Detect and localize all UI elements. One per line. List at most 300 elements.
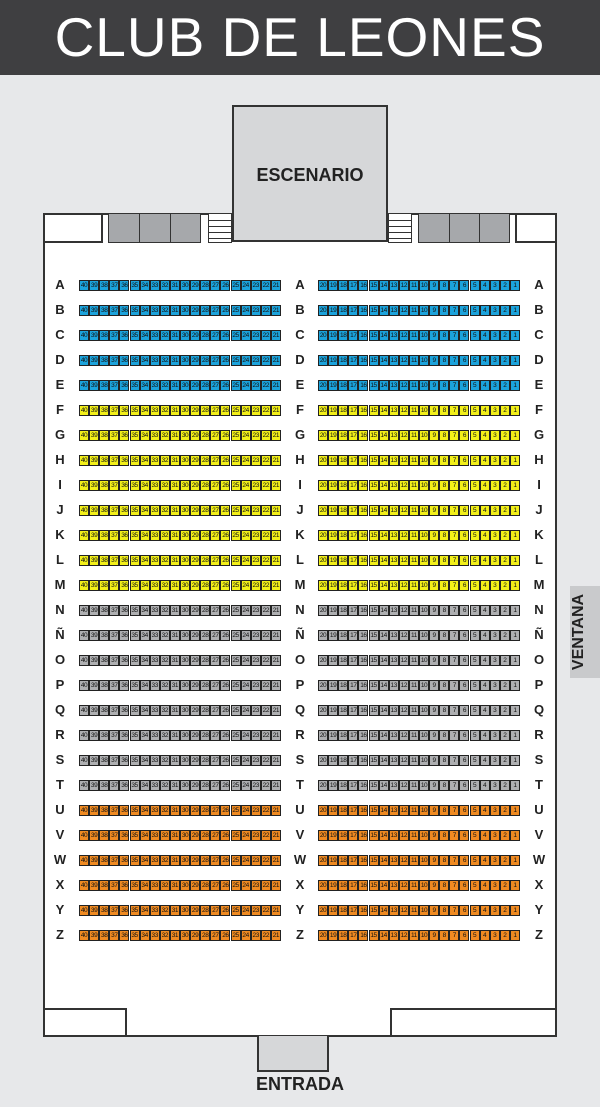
seat[interactable]: 30: [181, 432, 189, 439]
seat[interactable]: 27: [212, 932, 219, 939]
seat[interactable]: 3: [490, 380, 500, 391]
seat[interactable]: 3: [490, 430, 500, 441]
seat[interactable]: 26: [222, 832, 229, 839]
seat[interactable]: 33: [151, 432, 158, 439]
seat[interactable]: 25: [232, 582, 239, 589]
seat[interactable]: 30: [181, 632, 189, 639]
seat[interactable]: 28: [202, 282, 209, 289]
seat[interactable]: 24: [242, 507, 249, 514]
seat[interactable]: 2: [500, 680, 510, 691]
seat[interactable]: 29: [191, 807, 199, 814]
seat[interactable]: 3: [490, 530, 500, 541]
seat[interactable]: 21: [272, 632, 280, 639]
seat[interactable]: 4: [480, 555, 490, 566]
seat[interactable]: 24: [242, 907, 249, 914]
seat[interactable]: 16: [360, 457, 367, 464]
seat[interactable]: 8: [439, 605, 449, 616]
seat[interactable]: 24: [242, 657, 249, 664]
seat[interactable]: 1: [510, 455, 520, 466]
seat[interactable]: 40: [80, 482, 88, 489]
seat[interactable]: 28: [202, 457, 209, 464]
seat[interactable]: 16: [360, 732, 367, 739]
seat[interactable]: 23: [252, 332, 259, 339]
seat[interactable]: 19: [329, 757, 337, 764]
seat[interactable]: 24: [242, 457, 249, 464]
seat[interactable]: 22: [262, 332, 270, 339]
seat[interactable]: 19: [329, 907, 337, 914]
seat[interactable]: 31: [171, 407, 179, 414]
seat[interactable]: 17: [350, 282, 357, 289]
seat[interactable]: 36: [121, 307, 128, 314]
seat[interactable]: 38: [101, 807, 108, 814]
seat[interactable]: 29: [191, 382, 199, 389]
seat[interactable]: 14: [380, 557, 387, 564]
seat[interactable]: 37: [111, 557, 118, 564]
seat[interactable]: 27: [212, 657, 219, 664]
seat[interactable]: 27: [212, 582, 219, 589]
seat[interactable]: 13: [390, 532, 397, 539]
seat[interactable]: 15: [370, 657, 377, 664]
seat[interactable]: 37: [111, 532, 118, 539]
seat[interactable]: 35: [131, 607, 138, 614]
seat[interactable]: 34: [141, 607, 148, 614]
seat[interactable]: 3: [490, 630, 500, 641]
seat[interactable]: 16: [360, 332, 367, 339]
seat[interactable]: 2: [500, 380, 510, 391]
seat[interactable]: 18: [340, 682, 347, 689]
seat[interactable]: 23: [252, 632, 259, 639]
seat[interactable]: 7: [449, 405, 459, 416]
seat[interactable]: 40: [80, 807, 88, 814]
seat[interactable]: 13: [390, 907, 397, 914]
seat[interactable]: 3: [490, 855, 500, 866]
seat[interactable]: 1: [510, 780, 520, 791]
seat[interactable]: 25: [232, 757, 239, 764]
seat[interactable]: 35: [131, 907, 138, 914]
seat[interactable]: 24: [242, 407, 249, 414]
seat[interactable]: 22: [262, 657, 270, 664]
seat[interactable]: 8: [439, 805, 449, 816]
seat[interactable]: 27: [212, 607, 219, 614]
seat[interactable]: 19: [329, 382, 337, 389]
seat[interactable]: 17: [350, 407, 357, 414]
seat[interactable]: 18: [340, 357, 347, 364]
seat[interactable]: 13: [390, 507, 397, 514]
seat[interactable]: 22: [262, 707, 270, 714]
seat[interactable]: 28: [202, 882, 209, 889]
seat[interactable]: 12: [400, 832, 408, 839]
seat[interactable]: 1: [510, 730, 520, 741]
seat[interactable]: 25: [232, 682, 239, 689]
seat[interactable]: 6: [459, 555, 469, 566]
seat[interactable]: 32: [161, 857, 169, 864]
seat[interactable]: 37: [111, 732, 118, 739]
seat[interactable]: 21: [272, 757, 280, 764]
seat[interactable]: 29: [191, 357, 199, 364]
seat[interactable]: 4: [480, 680, 490, 691]
seat[interactable]: 38: [101, 557, 108, 564]
seat[interactable]: 11: [409, 555, 419, 566]
seat[interactable]: 1: [510, 505, 520, 516]
seat[interactable]: 13: [390, 932, 397, 939]
seat[interactable]: 13: [390, 732, 397, 739]
seat[interactable]: 36: [121, 932, 128, 939]
seat[interactable]: 17: [350, 857, 357, 864]
seat[interactable]: 26: [222, 282, 229, 289]
seat[interactable]: 29: [191, 482, 199, 489]
seat[interactable]: 10: [420, 832, 428, 839]
seat[interactable]: 24: [242, 632, 249, 639]
seat[interactable]: 7: [449, 505, 459, 516]
seat[interactable]: 24: [242, 607, 249, 614]
seat[interactable]: 12: [400, 557, 408, 564]
seat[interactable]: 2: [500, 280, 510, 291]
seat[interactable]: 6: [459, 930, 469, 941]
seat[interactable]: 39: [90, 757, 98, 764]
seat[interactable]: 33: [151, 307, 158, 314]
seat[interactable]: 5: [470, 855, 480, 866]
seat[interactable]: 35: [131, 857, 138, 864]
seat[interactable]: 5: [470, 505, 480, 516]
seat[interactable]: 8: [439, 280, 449, 291]
seat[interactable]: 23: [252, 532, 259, 539]
seat[interactable]: 37: [111, 782, 118, 789]
seat[interactable]: 37: [111, 682, 118, 689]
seat[interactable]: 14: [380, 307, 387, 314]
seat[interactable]: 1: [510, 905, 520, 916]
seat[interactable]: 30: [181, 457, 189, 464]
seat[interactable]: 25: [232, 482, 239, 489]
seat[interactable]: 40: [80, 832, 88, 839]
seat[interactable]: 23: [252, 732, 259, 739]
seat[interactable]: 11: [409, 755, 419, 766]
seat[interactable]: 32: [161, 907, 169, 914]
seat[interactable]: 4: [480, 530, 490, 541]
seat[interactable]: 25: [232, 532, 239, 539]
seat[interactable]: 28: [202, 582, 209, 589]
seat[interactable]: 7: [449, 430, 459, 441]
seat[interactable]: 5: [470, 455, 480, 466]
seat[interactable]: 19: [329, 407, 337, 414]
seat[interactable]: 34: [141, 432, 148, 439]
seat[interactable]: 31: [171, 582, 179, 589]
seat[interactable]: 28: [202, 607, 209, 614]
seat[interactable]: 5: [470, 905, 480, 916]
seat[interactable]: 12: [400, 282, 408, 289]
seat[interactable]: 31: [171, 382, 179, 389]
seat[interactable]: 9: [429, 555, 439, 566]
seat[interactable]: 20: [319, 732, 327, 739]
seat[interactable]: 40: [80, 607, 88, 614]
seat[interactable]: 8: [439, 930, 449, 941]
seat[interactable]: 31: [171, 907, 179, 914]
seat[interactable]: 35: [131, 757, 138, 764]
seat[interactable]: 33: [151, 282, 158, 289]
seat[interactable]: 2: [500, 605, 510, 616]
seat[interactable]: 37: [111, 757, 118, 764]
seat[interactable]: 5: [470, 930, 480, 941]
seat[interactable]: 37: [111, 357, 118, 364]
seat[interactable]: 20: [319, 857, 327, 864]
seat[interactable]: 38: [101, 732, 108, 739]
seat[interactable]: 40: [80, 757, 88, 764]
seat[interactable]: 32: [161, 482, 169, 489]
seat[interactable]: 24: [242, 932, 249, 939]
seat[interactable]: 8: [439, 680, 449, 691]
seat[interactable]: 8: [439, 630, 449, 641]
seat[interactable]: 24: [242, 557, 249, 564]
seat[interactable]: 19: [329, 307, 337, 314]
seat[interactable]: 2: [500, 580, 510, 591]
seat[interactable]: 7: [449, 630, 459, 641]
seat[interactable]: 11: [409, 355, 419, 366]
seat[interactable]: 22: [262, 907, 270, 914]
seat[interactable]: 26: [222, 782, 229, 789]
seat[interactable]: 3: [490, 280, 500, 291]
seat[interactable]: 34: [141, 807, 148, 814]
seat[interactable]: 9: [429, 380, 439, 391]
seat[interactable]: 2: [500, 530, 510, 541]
seat[interactable]: 13: [390, 682, 397, 689]
seat[interactable]: 18: [340, 332, 347, 339]
seat[interactable]: 23: [252, 782, 259, 789]
seat[interactable]: 30: [181, 657, 189, 664]
seat[interactable]: 37: [111, 632, 118, 639]
seat[interactable]: 27: [212, 382, 219, 389]
seat[interactable]: 10: [420, 457, 428, 464]
seat[interactable]: 27: [212, 332, 219, 339]
seat[interactable]: 29: [191, 457, 199, 464]
seat[interactable]: 8: [439, 380, 449, 391]
seat[interactable]: 37: [111, 282, 118, 289]
seat[interactable]: 23: [252, 807, 259, 814]
seat[interactable]: 39: [90, 282, 98, 289]
seat[interactable]: 16: [360, 382, 367, 389]
seat[interactable]: 4: [480, 830, 490, 841]
seat[interactable]: 3: [490, 880, 500, 891]
seat[interactable]: 7: [449, 555, 459, 566]
seat[interactable]: 37: [111, 882, 118, 889]
seat[interactable]: 25: [232, 432, 239, 439]
seat[interactable]: 28: [202, 857, 209, 864]
seat[interactable]: 14: [380, 332, 387, 339]
seat[interactable]: 23: [252, 357, 259, 364]
seat[interactable]: 15: [370, 832, 377, 839]
seat[interactable]: 4: [480, 780, 490, 791]
seat[interactable]: 13: [390, 782, 397, 789]
seat[interactable]: 28: [202, 632, 209, 639]
seat[interactable]: 2: [500, 655, 510, 666]
seat[interactable]: 6: [459, 855, 469, 866]
seat[interactable]: 1: [510, 830, 520, 841]
seat[interactable]: 39: [90, 407, 98, 414]
seat[interactable]: 15: [370, 532, 377, 539]
seat[interactable]: 20: [319, 482, 327, 489]
seat[interactable]: 10: [420, 407, 428, 414]
seat[interactable]: 32: [161, 507, 169, 514]
seat[interactable]: 34: [141, 757, 148, 764]
seat[interactable]: 10: [420, 732, 428, 739]
seat[interactable]: 16: [360, 507, 367, 514]
seat[interactable]: 23: [252, 282, 259, 289]
seat[interactable]: 17: [350, 907, 357, 914]
seat[interactable]: 13: [390, 382, 397, 389]
seat[interactable]: 40: [80, 682, 88, 689]
seat[interactable]: 34: [141, 407, 148, 414]
seat[interactable]: 10: [420, 707, 428, 714]
seat[interactable]: 16: [360, 307, 367, 314]
seat[interactable]: 30: [181, 382, 189, 389]
seat[interactable]: 24: [242, 532, 249, 539]
seat[interactable]: 13: [390, 882, 397, 889]
seat[interactable]: 24: [242, 382, 249, 389]
seat[interactable]: 31: [171, 482, 179, 489]
seat[interactable]: 21: [272, 782, 280, 789]
seat[interactable]: 16: [360, 532, 367, 539]
seat[interactable]: 36: [121, 532, 128, 539]
seat[interactable]: 28: [202, 482, 209, 489]
seat[interactable]: 35: [131, 932, 138, 939]
seat[interactable]: 11: [409, 680, 419, 691]
seat[interactable]: 10: [420, 332, 428, 339]
seat[interactable]: 9: [429, 730, 439, 741]
seat[interactable]: 17: [350, 732, 357, 739]
seat[interactable]: 21: [272, 557, 280, 564]
seat[interactable]: 15: [370, 932, 377, 939]
seat[interactable]: 1: [510, 930, 520, 941]
seat[interactable]: 25: [232, 732, 239, 739]
seat[interactable]: 7: [449, 605, 459, 616]
seat[interactable]: 29: [191, 932, 199, 939]
seat[interactable]: 33: [151, 857, 158, 864]
seat[interactable]: 10: [420, 907, 428, 914]
seat[interactable]: 21: [272, 807, 280, 814]
seat[interactable]: 3: [490, 805, 500, 816]
seat[interactable]: 7: [449, 730, 459, 741]
seat[interactable]: 3: [490, 505, 500, 516]
seat[interactable]: 10: [420, 307, 428, 314]
seat[interactable]: 27: [212, 557, 219, 564]
seat[interactable]: 9: [429, 930, 439, 941]
seat[interactable]: 39: [90, 557, 98, 564]
seat[interactable]: 29: [191, 432, 199, 439]
seat[interactable]: 37: [111, 907, 118, 914]
seat[interactable]: 16: [360, 432, 367, 439]
seat[interactable]: 11: [409, 330, 419, 341]
seat[interactable]: 21: [272, 432, 280, 439]
seat[interactable]: 29: [191, 407, 199, 414]
seat[interactable]: 30: [181, 682, 189, 689]
seat[interactable]: 7: [449, 705, 459, 716]
seat[interactable]: 37: [111, 407, 118, 414]
seat[interactable]: 21: [272, 707, 280, 714]
seat[interactable]: 5: [470, 680, 480, 691]
seat[interactable]: 8: [439, 580, 449, 591]
seat[interactable]: 30: [181, 882, 189, 889]
seat[interactable]: 34: [141, 357, 148, 364]
seat[interactable]: 28: [202, 732, 209, 739]
seat[interactable]: 8: [439, 705, 449, 716]
seat[interactable]: 15: [370, 307, 377, 314]
seat[interactable]: 40: [80, 932, 88, 939]
seat[interactable]: 25: [232, 907, 239, 914]
seat[interactable]: 19: [329, 632, 337, 639]
seat[interactable]: 34: [141, 282, 148, 289]
seat[interactable]: 16: [360, 907, 367, 914]
seat[interactable]: 26: [222, 482, 229, 489]
seat[interactable]: 34: [141, 782, 148, 789]
seat[interactable]: 2: [500, 455, 510, 466]
seat[interactable]: 1: [510, 580, 520, 591]
seat[interactable]: 18: [340, 782, 347, 789]
seat[interactable]: 24: [242, 707, 249, 714]
seat[interactable]: 25: [232, 657, 239, 664]
seat[interactable]: 31: [171, 882, 179, 889]
seat[interactable]: 40: [80, 882, 88, 889]
seat[interactable]: 33: [151, 707, 158, 714]
seat[interactable]: 10: [420, 582, 428, 589]
seat[interactable]: 21: [272, 457, 280, 464]
seat[interactable]: 36: [121, 757, 128, 764]
seat[interactable]: 36: [121, 682, 128, 689]
seat[interactable]: 26: [222, 632, 229, 639]
seat[interactable]: 14: [380, 657, 387, 664]
seat[interactable]: 10: [420, 357, 428, 364]
seat[interactable]: 14: [380, 832, 387, 839]
seat[interactable]: 11: [409, 530, 419, 541]
seat[interactable]: 21: [272, 282, 280, 289]
seat[interactable]: 35: [131, 807, 138, 814]
seat[interactable]: 9: [429, 755, 439, 766]
seat[interactable]: 24: [242, 282, 249, 289]
seat[interactable]: 12: [400, 707, 408, 714]
seat[interactable]: 18: [340, 382, 347, 389]
seat[interactable]: 9: [429, 530, 439, 541]
seat[interactable]: 32: [161, 732, 169, 739]
seat[interactable]: 19: [329, 582, 337, 589]
seat[interactable]: 10: [420, 282, 428, 289]
seat[interactable]: 35: [131, 682, 138, 689]
seat[interactable]: 36: [121, 857, 128, 864]
seat[interactable]: 8: [439, 480, 449, 491]
seat[interactable]: 39: [90, 507, 98, 514]
seat[interactable]: 30: [181, 807, 189, 814]
seat[interactable]: 38: [101, 532, 108, 539]
seat[interactable]: 24: [242, 432, 249, 439]
seat[interactable]: 21: [272, 907, 280, 914]
seat[interactable]: 12: [400, 432, 408, 439]
seat[interactable]: 33: [151, 807, 158, 814]
seat[interactable]: 6: [459, 705, 469, 716]
seat[interactable]: 4: [480, 305, 490, 316]
seat[interactable]: 14: [380, 582, 387, 589]
seat[interactable]: 37: [111, 457, 118, 464]
seat[interactable]: 4: [480, 580, 490, 591]
seat[interactable]: 40: [80, 407, 88, 414]
seat[interactable]: 15: [370, 557, 377, 564]
seat[interactable]: 17: [350, 782, 357, 789]
seat[interactable]: 8: [439, 455, 449, 466]
seat[interactable]: 32: [161, 357, 169, 364]
seat[interactable]: 18: [340, 932, 347, 939]
seat[interactable]: 13: [390, 457, 397, 464]
seat[interactable]: 1: [510, 555, 520, 566]
seat[interactable]: 36: [121, 432, 128, 439]
seat[interactable]: 23: [252, 432, 259, 439]
seat[interactable]: 26: [222, 507, 229, 514]
seat[interactable]: 6: [459, 455, 469, 466]
seat[interactable]: 31: [171, 657, 179, 664]
